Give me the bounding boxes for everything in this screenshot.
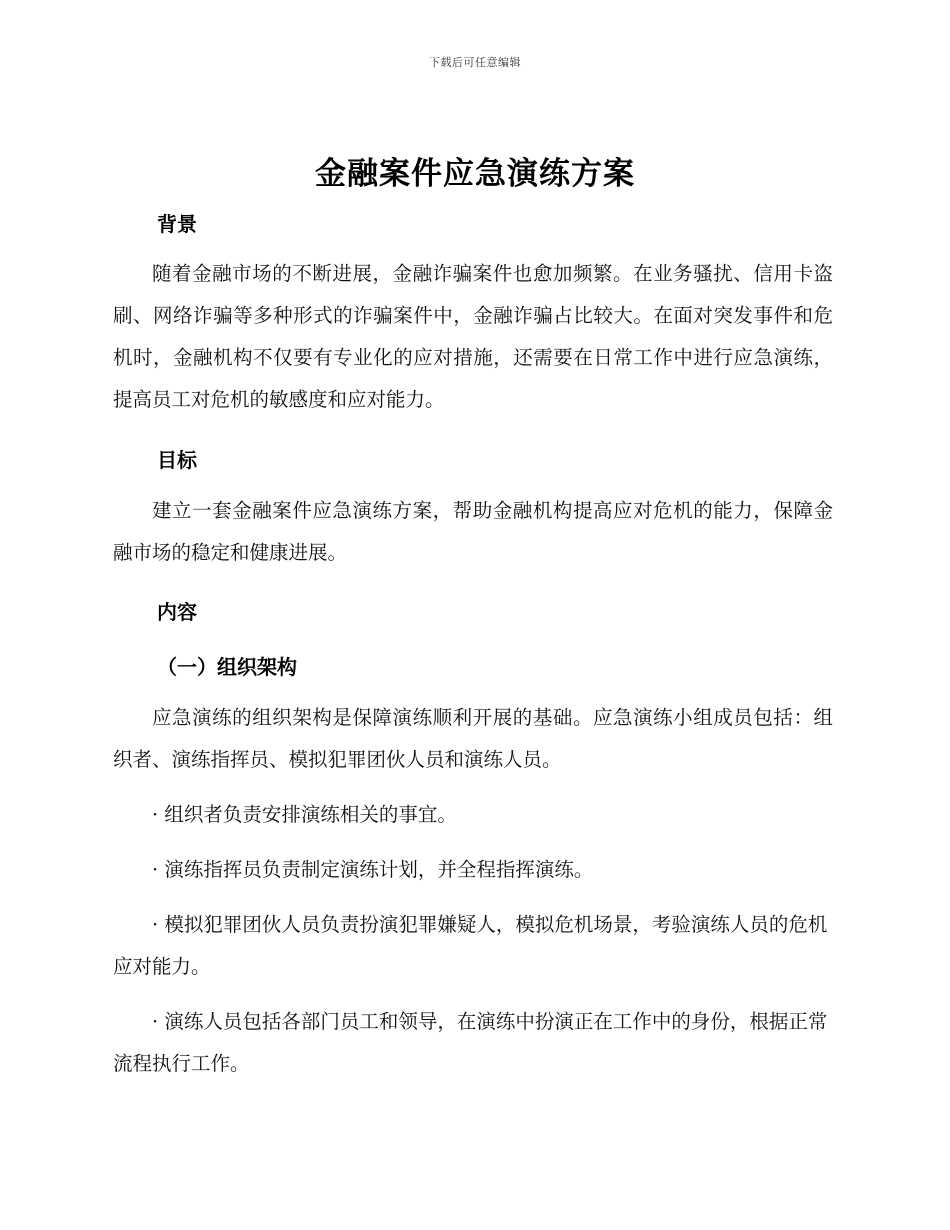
header-note: 下载后可任意编辑 [429,56,521,69]
heading-content: 内容 [157,600,197,624]
paragraph-organization-intro: 应急演练的组织架构是保障演练顺利开展的基础。应急演练小组成员包括：组织者、演练指挥员、模拟犯罪团伙人员和演练人员。 [113,706,833,771]
list-item: · 模拟犯罪团伙人员负责扮演犯罪嫌疑人，模拟危机场景，考验演练人员的危机应对能力。 [113,913,828,978]
subheading-organization: （一）组织架构 [157,655,297,679]
heading-background: 背景 [157,212,197,236]
list-item: · 组织者负责安排演练相关的事宜。 [152,803,457,826]
heading-goal: 目标 [157,448,197,472]
list-item: · 演练人员包括各部门员工和领导，在演练中扮演正在工作中的身份，根据正常流程执行工作。 [113,1010,828,1075]
paragraph-goal: 建立一套金融案件应急演练方案，帮助金融机构提高应对危机的能力，保障金融市场的稳定和健康进展。 [113,499,833,564]
paragraph-background: 随着金融市场的不断进展，金融诈骗案件也愈加频繁。在业务骚扰、信用卡盗刷、网络诈骗等多种形式的诈骗案件中，金融诈骗占比较大。在面对突发事件和危机时，金融机构不仅要有专业化的应对措施，还需要在日常工作中进行应急演练，提高员工对危机的敏感度和应对能力。 [113,262,833,411]
list-item: · 演练指挥员负责制定演练计划，并全程指挥演练。 [152,858,594,881]
document-title: 金融案件应急演练方案 [315,156,635,192]
